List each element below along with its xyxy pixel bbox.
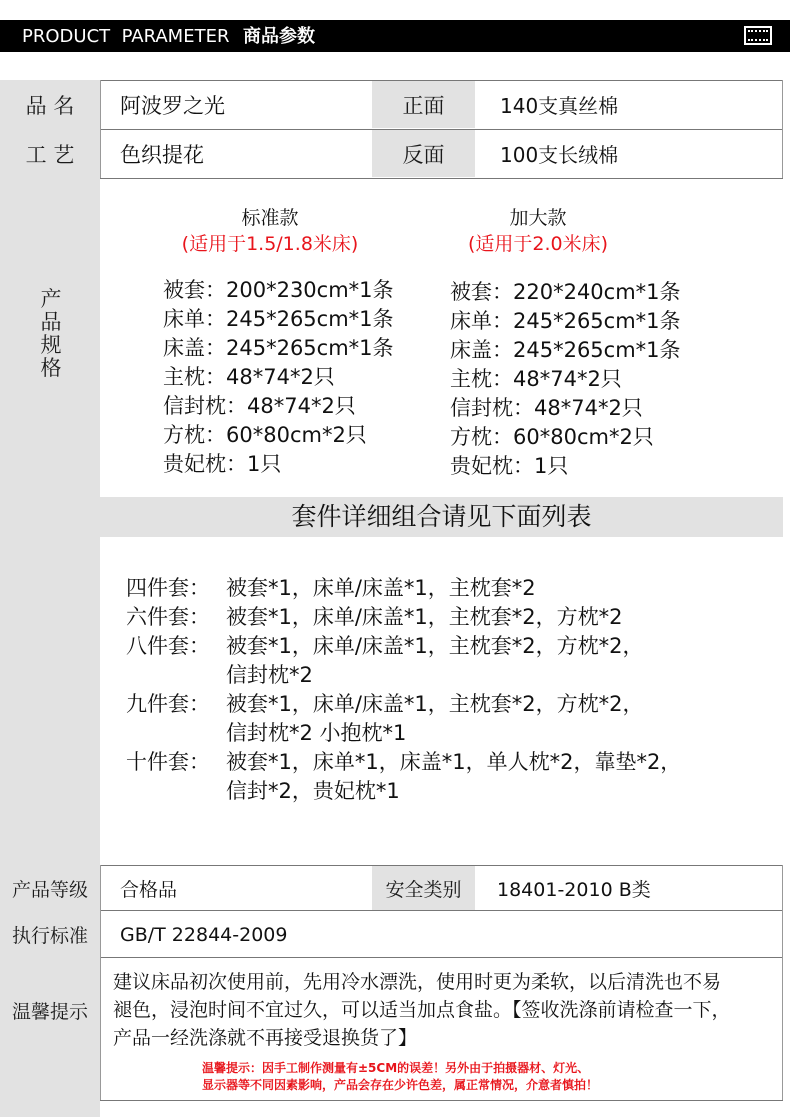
divider	[100, 178, 783, 179]
spec-large-item: 信封枕：48*74*2只	[450, 396, 643, 420]
combo-set-line: 信封枕*2	[226, 663, 313, 687]
divider	[782, 865, 783, 1100]
label-grade: 产品等级	[11, 878, 88, 901]
combo-set-name: 四件套：	[126, 576, 210, 600]
tips-line: 建议床品初次使用前，先用冷水漂洗，使用时更为柔软，以后清洗也不易	[113, 971, 722, 993]
value-safety: 18401-2010 B类	[497, 878, 651, 901]
spec-standard-item: 信封枕：48*74*2只	[163, 394, 356, 418]
value-front: 140支真丝棉	[500, 94, 619, 118]
label-safety: 安全类别	[372, 866, 475, 910]
label-front: 正面	[372, 81, 475, 128]
combo-set-name: 九件套：	[126, 692, 210, 716]
combo-set-name: 八件套：	[126, 634, 210, 658]
combo-set-name: 十件套：	[126, 750, 210, 774]
spec-standard-item: 床单：245*265cm*1条	[163, 307, 394, 331]
label-tips: 温馨提示	[11, 1000, 88, 1023]
divider	[100, 80, 101, 178]
spec-large-item: 被套：220*240cm*1条	[450, 280, 681, 304]
spec-standard-item: 主枕：48*74*2只	[163, 365, 335, 389]
value-back: 100支长绒棉	[500, 143, 619, 167]
combo-set-line: 被套*1，床单*1，床盖*1，单人枕*2，靠垫*2，	[226, 750, 682, 774]
spec-standard-subtitle: (适用于1.5/1.8米床)	[181, 233, 359, 255]
combo-set-line: 被套*1，床单/床盖*1，主枕套*2，方枕*2，	[226, 692, 644, 716]
combo-set-line: 被套*1，床单/床盖*1，主枕套*2，方枕*2，	[226, 634, 644, 658]
spec-large-item: 床单：245*265cm*1条	[450, 309, 681, 333]
divider	[100, 80, 783, 81]
warning-line: 显示器等不同因素影响，产品会存在少许色差，属正常情况，介意者慎拍！	[202, 1078, 599, 1092]
value-grade: 合格品	[120, 878, 178, 901]
combo-set-line: 被套*1，床单/床盖*1，主枕套*2，方枕*2	[226, 605, 623, 629]
spec-large-item: 方枕：60*80cm*2只	[450, 425, 654, 449]
combo-set-name: 六件套：	[126, 605, 210, 629]
divider	[100, 910, 783, 911]
divider	[100, 865, 101, 1100]
spec-standard-title: 标准款	[241, 207, 299, 229]
label-back: 反面	[372, 130, 475, 177]
film-icon	[744, 26, 772, 45]
spec-standard-item: 被套：200*230cm*1条	[163, 278, 394, 302]
label-name: 品 名	[25, 93, 75, 118]
divider	[100, 1100, 783, 1101]
divider	[100, 957, 783, 958]
value-craft: 色织提花	[120, 142, 204, 167]
spec-large-title: 加大款	[509, 207, 567, 229]
label-spec: 产品规格	[40, 287, 62, 380]
value-name: 阿波罗之光	[120, 93, 225, 118]
label-standard: 执行标准	[11, 925, 88, 947]
divider	[782, 80, 783, 178]
spec-standard-item: 贵妃枕：1只	[163, 452, 282, 476]
combo-set-line: 信封*2，贵妃枕*1	[226, 779, 400, 803]
combo-set-line: 被套*1，床单/床盖*1，主枕套*2	[226, 576, 536, 600]
tips-line: 产品一经洗涤就不再接受退换货了】	[113, 1027, 418, 1049]
spec-standard-item: 方枕：60*80cm*2只	[163, 423, 367, 447]
spec-standard-item: 床盖：245*265cm*1条	[163, 336, 394, 360]
combo-set-line: 信封枕*2 小抱枕*1	[226, 721, 407, 745]
spec-large-item: 主枕：48*74*2只	[450, 367, 622, 391]
tips-line: 褪色，浸泡时间不宜过久，可以适当加点食盐。【签收洗涤前请检查一下，	[113, 999, 731, 1021]
spec-large-item: 贵妃枕：1只	[450, 454, 569, 478]
value-standard: GB/T 22844-2009	[120, 923, 288, 946]
spec-large-subtitle: (适用于2.0米床)	[467, 233, 609, 255]
warning-line: 温馨提示：因手工制作测量有±5CM的误差！另外由于拍摄器材、灯光、	[202, 1061, 590, 1075]
label-craft: 工 艺	[25, 142, 75, 167]
header-title-en: PRODUCT PARAMETER	[22, 26, 230, 47]
combo-banner-text: 套件详细组合请见下面列表	[291, 502, 592, 531]
spec-large-item: 床盖：245*265cm*1条	[450, 338, 681, 362]
divider	[100, 129, 783, 130]
divider	[100, 865, 783, 866]
header-title-cn: 商品参数	[243, 26, 315, 47]
